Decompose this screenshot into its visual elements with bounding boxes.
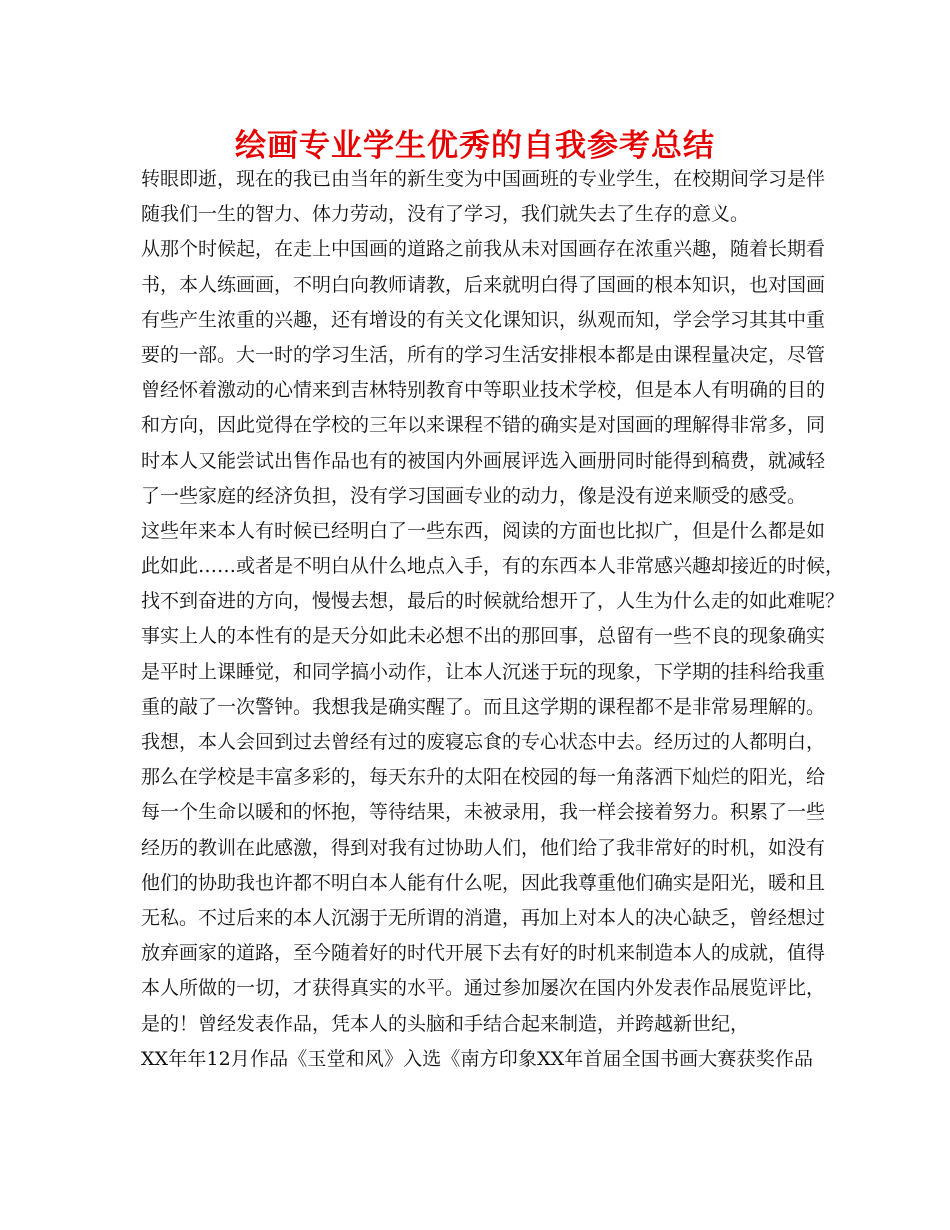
body-text-line: 了一些家庭的经济负担，没有学习国画专业的动力，像是没有逆来顺受的感受。 [141,484,807,507]
body-text-line: 要的一部。大一时的学习生活，所有的学习生活安排根本都是由课程量决定，尽管 [141,343,826,366]
body-text-line: 是的！曾经发表作品，凭本人的头脑和手结合起来制造，并跨越新世纪， [141,1012,750,1035]
body-text-line: 本人所做的一切，才获得真实的水平。通过参加屡次在国内外发表作品展览评比， [141,977,826,1000]
body-text-line: 和方向，因此觉得在学校的三年以来课程不错的确实是对国画的理解得非常多，同 [141,414,826,437]
body-text-line: 每一个生命以暖和的怀抱，等待结果，未被录用，我一样会接着努力。积累了一些 [141,801,826,824]
body-text-line: 从那个时候起，在走上中国画的道路之前我从未对国画存在浓重兴趣，随着长期看 [141,238,826,261]
body-text-line: 事实上人的本性有的是天分如此未必想不出的那回事，总留有一些不良的现象确实 [141,625,826,648]
body-text-line: 此如此……或者是不明白从什么地点入手，有的东西本人非常感兴趣却接近的时候， [141,555,845,578]
document-body [141,162,845,1077]
body-text-line: 是平时上课睡觉，和同学搞小动作，让本人沉迷于玩的现象，下学期的挂科给我重 [141,660,826,683]
body-text-line: 曾经怀着激动的心情来到吉林特别教育中等职业技术学校，但是本人有明确的目的 [141,379,826,402]
body-text-line: 我想，本人会回到过去曾经有过的废寝忘食的专心状态中去。经历过的人都明白， [141,731,826,753]
body-text-line: 找不到奋进的方向，慢慢去想，最后的时候就给想开了，人生为什么走的如此难呢？ [141,590,845,613]
body-text-line: XX年年12月作品《玉堂和风》入选《南方印象XX年首届全国书画大赛获奖作品 [141,1047,813,1070]
body-text-line: 随我们一生的智力、体力劳动，没有了学习，我们就失去了生存的意义。 [141,203,750,226]
body-text-line: 有些产生浓重的兴趣，还有增设的有关文化课知识，纵观而知，学会学习其其中重 [141,308,826,331]
body-text-line: 他们的协助我也许都不明白本人能有什么呢，因此我尊重他们确实是阳光，暖和且 [141,871,826,894]
body-text-line: 转眼即逝，现在的我已由当年的新生变为中国画班的专业学生，在校期间学习是伴 [141,168,826,190]
document-title: 绘画专业学生优秀的自我参考总结 [235,128,715,164]
body-text-line: 重的敲了一次警钟。我想我是确实醒了。而且这学期的课程都不是非常易理解的。 [141,695,826,718]
body-text-line: 无私。不过后来的本人沉溺于无所谓的消遣，再加上对本人的决心缺乏，曾经想过 [141,906,826,929]
body-text-line: 书，本人练画画，不明白向教师请教，后来就明白得了国画的根本知识，也对国画 [141,273,826,296]
body-text-line: 时本人又能尝试出售作品也有的被国内外画展评选入画册同时能得到稿费，就减轻 [141,449,826,472]
body-text-line: 那么在学校是丰富多彩的，每天东升的太阳在校园的每一角落洒下灿烂的阳光，给 [141,766,826,789]
body-text-line: 放弃画家的道路，至今随着好的时代开展下去有好的时机来制造本人的成就，值得 [141,942,826,965]
body-text-line: 经历的教训在此感激，得到对我有过协助人们，他们给了我非常好的时机，如没有 [141,836,826,859]
body-text-line: 这些年来本人有时候已经明白了一些东西，阅读的方面也比拟广，但是什么都是如 [141,519,826,542]
